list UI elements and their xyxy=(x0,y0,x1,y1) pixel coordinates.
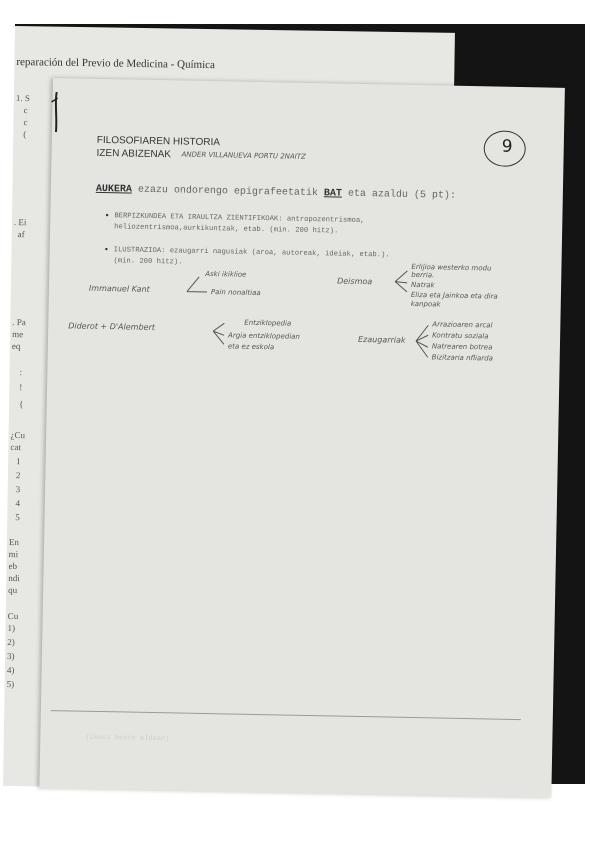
back-margin-line: Cu xyxy=(7,610,19,622)
instruction-keyword: AUKERA xyxy=(95,183,132,196)
note-kant-branch: Pain nonaltiaa xyxy=(210,288,261,298)
back-margin-line: 1) xyxy=(7,622,16,634)
back-margin-line: . Ei xyxy=(13,217,27,228)
back-margin-line: { xyxy=(18,399,24,410)
back-margin-line: ( xyxy=(23,129,27,140)
note-deismoa-branch: Erlijioa westerko modu xyxy=(411,262,492,273)
photo-background xyxy=(6,24,585,784)
note-deismoa-branch: kanpoak xyxy=(410,299,441,309)
back-margin-line: c xyxy=(23,105,28,116)
back-margin-line: 5) xyxy=(6,678,15,690)
back-margin-line: 5 xyxy=(15,512,20,523)
note-deismoa-branch: berria. xyxy=(411,270,435,280)
instruction-text: ezazu ondorengo epigrafeetatik xyxy=(131,184,324,200)
back-margin-line: . Pa xyxy=(12,316,26,328)
back-margin-line: af xyxy=(17,229,25,240)
back-margin-line: cat xyxy=(10,441,21,453)
bullet-line: BERPIZKUNDEA ETA IRAULTZA ZIENTIFIKOAK: antropozentrismoa, xyxy=(114,212,365,226)
score-value: 9 xyxy=(501,136,513,157)
note-diderot-branch: eta ez eskola xyxy=(227,342,275,352)
student-name-handwritten: ANDER VILLANUEVA PORTU 2NAITZ xyxy=(181,150,306,161)
note-kant-branch: Aski ikiklioe xyxy=(205,269,247,279)
bullet-line: ILUSTRAZIOA: ezaugarri nagusiak (aroa, autoreak, ideiak, etab.). xyxy=(113,246,390,260)
note-deismoa-branch: Eliza eta Jainkoa eta dira xyxy=(410,290,498,301)
back-margin-line: mi xyxy=(8,548,19,560)
bullet-line: (min. 200 hitz). xyxy=(113,257,183,267)
back-margin-line: c xyxy=(23,117,28,128)
instruction-bat: BAT xyxy=(323,188,342,200)
back-sheet-header: reparación del Previo de Medicina - Química xyxy=(16,56,216,72)
bullet-dot: • xyxy=(103,245,110,256)
back-margin-line: ! xyxy=(19,382,23,393)
back-margin-line: 3 xyxy=(15,484,21,495)
exam-title: FILOSOFIAREN HISTORIA xyxy=(96,134,221,149)
back-margin-line: 2) xyxy=(7,636,15,648)
back-margin-line: eq xyxy=(11,340,21,352)
note-ezaugarriak-branch: Natrearen botrea xyxy=(431,342,493,352)
note-diderot-branch: Entziklopedia xyxy=(244,318,292,328)
back-margin-line: 3) xyxy=(7,650,15,662)
note-kant: Immanuel Kant xyxy=(88,283,150,294)
back-margin-line: 1 xyxy=(16,456,21,467)
note-ezaugarriak: Ezaugarriak xyxy=(357,334,406,345)
bottom-rule-line xyxy=(51,710,521,720)
note-diderot: Diderot + D'Alembert xyxy=(68,321,156,333)
note-ezaugarriak-branch: Kontratu soziala xyxy=(432,331,489,341)
note-deismoa: Deismoa xyxy=(337,276,373,287)
note-diderot-branch: Argia entziklopedian xyxy=(228,331,300,341)
back-margin-line: 4) xyxy=(6,664,15,676)
back-margin-line: 1. S xyxy=(15,93,30,104)
back-margin-line: 4 xyxy=(15,498,21,509)
note-deismoa-branch: Natrak xyxy=(411,280,435,290)
back-margin-line: ndi xyxy=(8,572,20,584)
note-ezaugarriak-branch: Arrazioaren arcal xyxy=(432,320,493,330)
bullet-dot: • xyxy=(104,211,110,222)
faint-footer-text: (ikusi beste aldean) xyxy=(85,733,170,744)
back-margin-line: 2 xyxy=(15,470,21,481)
name-label: IZEN ABIZENAK xyxy=(96,147,172,161)
front-exam-sheet xyxy=(39,78,565,798)
back-margin-line: me xyxy=(12,328,24,340)
note-ezaugarriak-branch: Bizitzaria nfliarda xyxy=(431,353,493,363)
back-margin-line: ¿Cu xyxy=(10,429,26,441)
back-margin-line: : xyxy=(19,367,23,378)
bullet-line: heliozentrismoa,aurkikuntzak, etab. (min. 200 hitz). xyxy=(114,223,339,236)
instruction-text-end: eta azaldu (5 pt): xyxy=(341,188,457,202)
back-margin-line: eb xyxy=(8,560,18,572)
back-margin-line: qu xyxy=(8,584,18,596)
back-margin-line: En xyxy=(8,536,19,548)
